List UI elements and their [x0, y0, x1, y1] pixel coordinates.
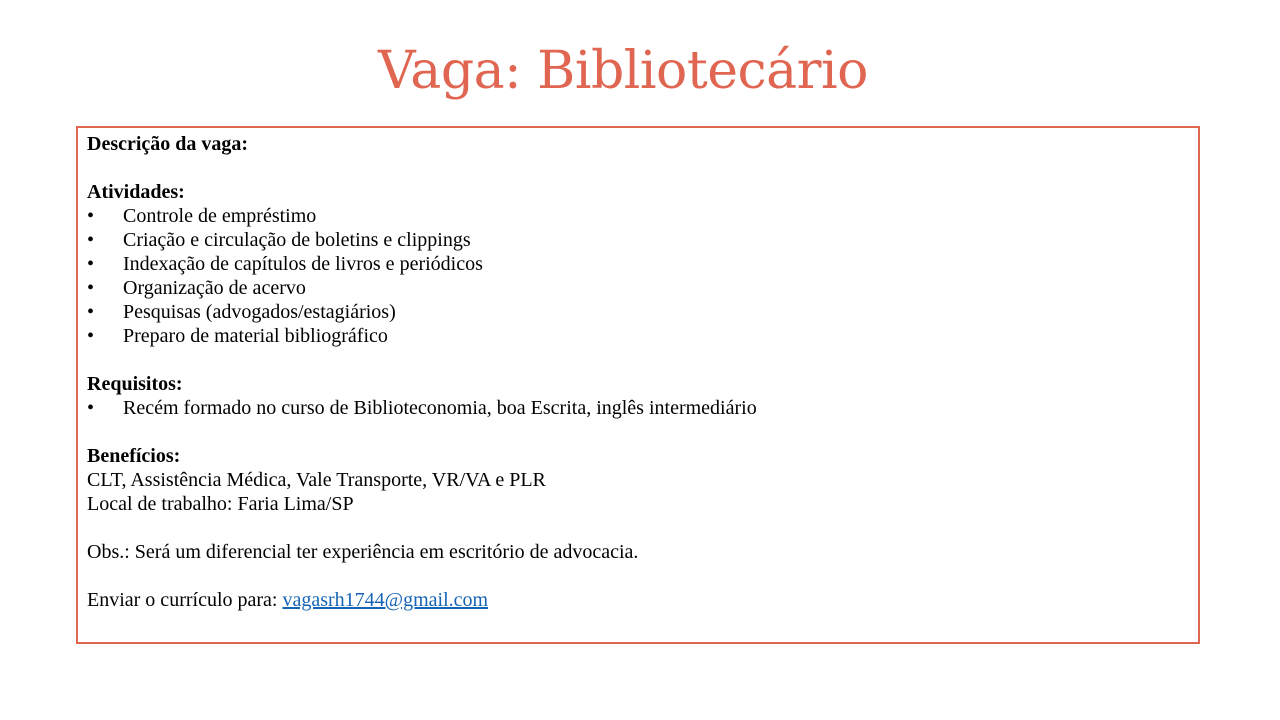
activity-item: [87, 276, 1198, 300]
activities-heading: Atividades:: [87, 181, 185, 203]
bullet-icon: •: [87, 277, 95, 299]
activity-item: [87, 252, 1198, 276]
bullet-icon: •: [87, 253, 95, 275]
description-heading: Descrição da vaga:: [87, 133, 249, 155]
bullet-icon: •: [87, 325, 95, 347]
activity-item: [87, 204, 1198, 228]
bullet-icon: •: [87, 229, 95, 251]
bullet-icon: •: [87, 397, 95, 419]
activity-item: [87, 324, 1198, 348]
contact-label: Enviar o currículo para:: [87, 589, 283, 611]
activity-item-label: Organização de acervo: [123, 277, 306, 299]
activity-item: [87, 300, 1198, 324]
activity-item-label: Preparo de material bibliográfico: [123, 325, 388, 347]
activity-item: [87, 228, 1198, 252]
requirements-heading: Requisitos:: [87, 373, 183, 395]
benefits-heading: Benefícios:: [87, 445, 181, 467]
spacer: [87, 420, 1198, 444]
email-link[interactable]: vagasrh1744@gmail.com: [282, 589, 489, 611]
activity-item-label: Criação e circulação de boletins e clippings: [123, 229, 471, 251]
bullet-icon: •: [87, 301, 95, 323]
requirement-item-label: Recém formado no curso de Biblioteconomia, boa Escrita, inglês intermediário: [123, 397, 757, 419]
bullet-icon: •: [87, 205, 95, 227]
work-location: Local de trabalho: Faria Lima/SP: [87, 493, 354, 515]
job-description-box: [76, 126, 1200, 644]
page-title: Vaga: Bibliotecário: [378, 41, 868, 101]
activity-item-label: Indexação de capítulos de livros e periódicos: [123, 253, 483, 275]
observation: Obs.: Será um diferencial ter experiência em escritório de advocacia.: [87, 541, 639, 563]
activity-item-label: Pesquisas (advogados/estagiários): [123, 301, 396, 323]
benefits-list: CLT, Assistência Médica, Vale Transporte, VR/VA e PLR: [87, 469, 546, 491]
spacer: [87, 516, 1198, 540]
spacer: [87, 156, 1198, 180]
spacer: [87, 564, 1198, 588]
contact-line: [87, 588, 1198, 612]
activity-item-label: Controle de empréstimo: [123, 205, 317, 227]
spacer: [87, 348, 1198, 372]
requirement-item: [87, 396, 1198, 420]
